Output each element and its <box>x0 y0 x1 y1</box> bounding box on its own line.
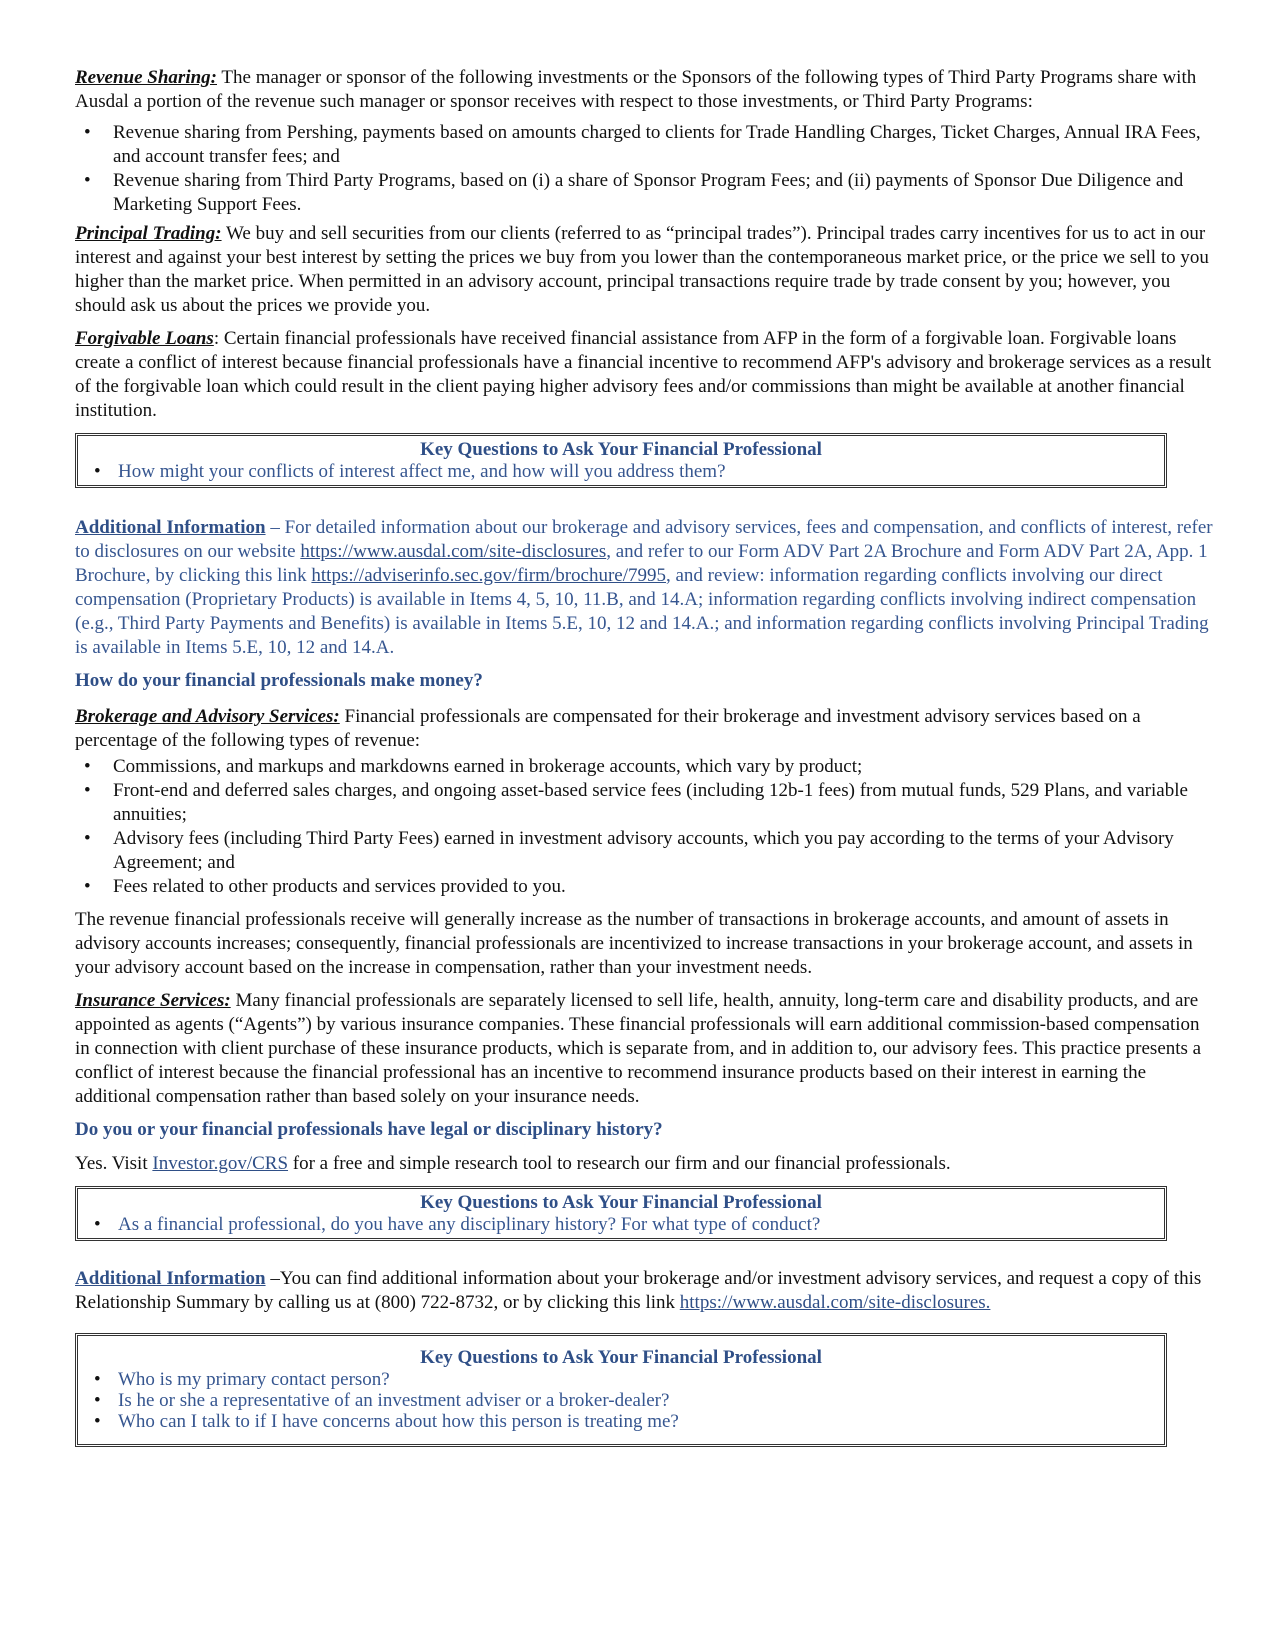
section-heading: Do you or your financial professionals have legal or disciplinary history? <box>75 1119 663 1140</box>
key-questions-box <box>75 1186 1167 1241</box>
list-item: • Commissions, and markups and markdowns earned in brokerage accounts, which vary by product; <box>75 755 1215 779</box>
brokerage-advisory-paragraph <box>75 705 1215 753</box>
additional-info-text: – For detailed information about our brokerage and advisory services, fees and compensation, and conflicts of interest, refer to disclosures on our website <box>75 517 1213 562</box>
forgivable-loans-label: Forgivable Loans <box>75 328 214 349</box>
investor-gov-link[interactable]: Investor.gov/CRS <box>152 1153 289 1174</box>
legal-answer-paragraph <box>75 1152 1215 1176</box>
list-item: • Fees related to other products and services provided to you. <box>75 875 1215 899</box>
key-questions-title: Key Questions to Ask Your Financial Professional <box>420 1347 822 1368</box>
key-questions-box <box>75 1333 1167 1447</box>
brokerage-advisory-list <box>75 755 1215 899</box>
key-questions-list <box>86 1369 1156 1432</box>
list-item: • Who can I talk to if I have concerns about how this person is treating me? <box>86 1411 1156 1432</box>
brochure-link[interactable]: https://adviserinfo.sec.gov/firm/brochure/7995 <box>311 565 666 586</box>
list-item: • Advisory fees (including Third Party Fees) earned in investment advisory accounts, which you pay according to the terms of your Advisory Agreement; and <box>75 827 1215 875</box>
list-item: • Is he or she a representative of an investment adviser or a broker-dealer? <box>86 1390 1156 1411</box>
disclosures-link[interactable]: https://www.ausdal.com/site-disclosures <box>300 541 607 562</box>
additional-info-paragraph <box>75 1267 1215 1315</box>
insurance-services-paragraph <box>75 989 1215 1109</box>
revenue-sharing-list <box>75 121 1215 217</box>
insurance-services-label: Insurance Services: <box>75 990 231 1011</box>
key-questions-title: Key Questions to Ask Your Financial Professional <box>420 1192 822 1213</box>
key-questions-title: Key Questions to Ask Your Financial Professional <box>420 439 822 460</box>
additional-info-label: Additional Information <box>75 517 266 538</box>
brokerage-advisory-label: Brokerage and Advisory Services: <box>75 706 340 727</box>
revenue-paragraph: The revenue financial professionals receive will generally increase as the number of transactions in brokerage accounts, and amount of assets in advisory accounts increases; consequently, financial professionals are incentivized to increase transactions in your brokerage account, and assets in your advisory account based on the increase in compensation, rather than your investment needs. <box>75 909 1193 978</box>
principal-trading-paragraph <box>75 222 1215 318</box>
list-item: • Who is my primary contact person? <box>86 1369 1156 1390</box>
list-item: • Revenue sharing from Pershing, payments based on amounts charged to clients for Trade Handling Charges, Ticket Charges, Annual IRA Fees, and account transfer fees; and <box>75 121 1215 169</box>
forgivable-loans-text: : Certain financial professionals have received financial assistance from AFP in the form of a forgivable loan. Forgivable loans create a conflict of interest because financial professionals have a financial incentive to recommend AFP's advisory and brokerage services as a result of the forgivable loan which could result in the client paying higher advisory fees and/or commissions than might be available at another financial institution. <box>75 328 1212 421</box>
list-item: • Front-end and deferred sales charges, and ongoing asset-based service fees (including 12b-1 fees) from mutual funds, 529 Plans, and variable annuities; <box>75 779 1215 827</box>
additional-info-label: Additional Information <box>75 1268 266 1289</box>
principal-trading-text: We buy and sell securities from our clients (referred to as “principal trades”). Principal trades carry incentives for us to act in our interest and against your best interest by setting the prices we buy from you lower than the contemporaneous market price, or the price we sell to you higher than the market price. When permitted in an advisory account, principal transactions require trade by trade consent by you; however, you should ask us about the prices we provide you. <box>75 223 1209 316</box>
legal-answer-text: for a free and simple research tool to research our firm and our financial professionals. <box>288 1153 951 1174</box>
insurance-services-text: Many financial professionals are separately licensed to sell life, health, annuity, long-term care and disability products, and are appointed as agents (“Agents”) by various insurance companies. These financial professionals will earn additional commission-based compensation in connection with client purchase of these insurance products, which is separate from, and in addition to, our advisory fees. This practice presents a conflict of interest because the financial professional has an incentive to recommend insurance products based on their interest in earning the additional compensation rather than based solely on your insurance needs. <box>75 990 1202 1107</box>
principal-trading-label: Principal Trading: <box>75 223 222 244</box>
disclosures-link[interactable]: https://www.ausdal.com/site-disclosures. <box>679 1292 991 1313</box>
additional-info-text: , and refer to our Form ADV Part 2A Brochure and Form ADV Part 2A, App. 1 Brochure, by clicking this link <box>75 541 1208 586</box>
key-questions-box <box>75 433 1167 488</box>
section-heading: How do your financial professionals make money? <box>75 670 483 691</box>
additional-info-paragraph <box>75 516 1215 660</box>
list-item: • How might your conflicts of interest affect me, and how will you address them? <box>86 461 1156 482</box>
key-questions-list <box>86 461 1156 482</box>
forgivable-loans-paragraph <box>75 327 1215 423</box>
spacer <box>75 1241 1215 1267</box>
list-item: • As a financial professional, do you have any disciplinary history? For what type of conduct? <box>86 1214 1156 1235</box>
spacer <box>75 488 1215 516</box>
list-item: • Revenue sharing from Third Party Programs, based on (i) a share of Sponsor Program Fees; and (ii) payments of Sponsor Due Diligence and Marketing Support Fees. <box>75 169 1215 217</box>
revenue-sharing-paragraph <box>75 66 1215 114</box>
revenue-sharing-label: Revenue Sharing: <box>75 67 217 88</box>
key-questions-list <box>86 1214 1156 1235</box>
additional-info-text: –You can find additional information about your brokerage and/or investment advisory services, and request a copy of this Relationship Summary by calling us at (800) 722-8732, or by clicking this link <box>75 1268 1202 1313</box>
document-page <box>75 66 1215 1447</box>
revenue-sharing-text: The manager or sponsor of the following investments or the Sponsors of the following types of Third Party Programs share with Ausdal a portion of the revenue such manager or sponsor receives with respect to those investments, or Third Party Programs: <box>75 67 1197 112</box>
additional-info-text: , and review: information regarding conflicts involving our direct compensation (Proprietary Products) is available in Items 4, 5, 10, 11.B, and 14.A; information regarding conflicts involving indirect compensation (e.g., Third Party Payments and Benefits) is available in Items 5.E, 10, 12 and 14.A.; and information regarding conflicts involving Principal Trading is available in Items 5.E, 10, 12 and 14.A. <box>75 565 1209 658</box>
brokerage-advisory-text: Financial professionals are compensated for their brokerage and investment advisory services based on a percentage of the following types of revenue: <box>75 706 1141 751</box>
legal-answer-text: Yes. Visit <box>75 1153 153 1174</box>
